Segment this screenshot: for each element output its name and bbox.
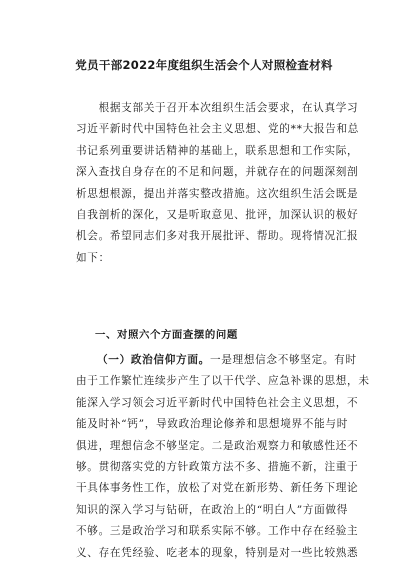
- body-line: 够。贯彻落实党的方针政策方法不多、措施不新，注重于: [76, 460, 359, 473]
- intro-paragraph: [76, 98, 360, 269]
- document-title: 党员干部2022年度组织生活会个人对照检查材料: [75, 58, 333, 72]
- intro-line: 析思想根源，提出并落实整改措施。这次组织生活会既是: [76, 187, 359, 200]
- intro-line: 深入查找自身存在的不足和问题，并就存在的问题深刻剖: [76, 166, 359, 179]
- intro-line: 习近平新时代中国特色社会主义思想、党的**大报告和总: [76, 123, 360, 136]
- body-line: 由于工作繁忙连续步产生了以干代学、应急补课的思想，未: [76, 375, 370, 388]
- intro-line: 根据支部关于召开本次组织生活会要求，在认真学习: [76, 102, 359, 114]
- body-line: 俱进，理想信念不够坚定。二是政治观察力和敏感性还不: [76, 439, 359, 452]
- body-line: 能深入学习领会习近平新时代中国特色社会主义思想，不: [76, 396, 359, 409]
- section-heading: 一、对照六个方面查摆的问题: [95, 329, 238, 341]
- intro-line: 如下：: [76, 251, 110, 264]
- body-line: 不够。三是政治学习和联系实际不够。工作中存在经验主: [76, 525, 359, 538]
- subsection-text: 一是理想信念不够坚定。有时: [209, 354, 357, 366]
- body-line: 干具体事务性工作，放松了对党在新形势、新任务下理论: [76, 482, 359, 495]
- body-line: 义、存在凭经验、吃老本的现象，特别是对一些比较熟悉: [76, 546, 359, 559]
- body-line-first: [76, 350, 357, 371]
- intro-line: 机会。希望同志们多对我开展批评、帮助。现将情况汇报: [76, 230, 359, 243]
- intro-line: 书记系列重要讲话精神的基础上，联系思想和工作实际，: [76, 144, 359, 157]
- subsection-label: （一）政治信仰方面。: [97, 354, 210, 366]
- political-belief-paragraph: [76, 350, 370, 564]
- body-line: 知识的深入学习与钻研，在政治上的“明白人”方面做得: [76, 503, 348, 516]
- intro-line: 自我剖析的深化，又是听取意见、批评，加深认识的极好: [76, 208, 359, 221]
- body-line: 能及时补“钙”，导致政治理论修养和思想境界不能与时: [76, 418, 348, 431]
